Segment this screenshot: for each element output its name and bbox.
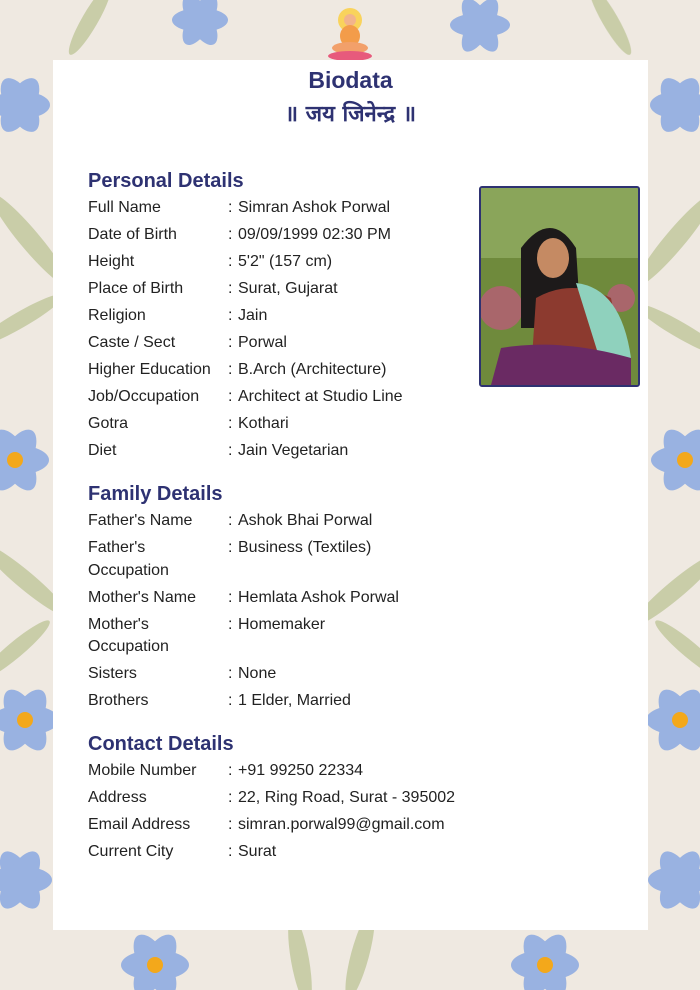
detail-separator: :	[228, 253, 233, 270]
detail-label: Address	[88, 789, 147, 806]
detail-value: Surat, Gujarat	[238, 280, 338, 297]
detail-value: Jain Vegetarian	[238, 442, 349, 459]
detail-label: Current City	[88, 843, 174, 860]
detail-value: Surat	[238, 843, 277, 860]
detail-value: 1 Elder, Married	[238, 692, 351, 709]
detail-value: Simran Ashok Porwal	[238, 199, 391, 216]
detail-separator: :	[228, 539, 233, 556]
detail-label: Place of Birth	[88, 280, 184, 297]
personal-detail-row	[88, 224, 508, 247]
detail-separator: :	[228, 816, 233, 833]
detail-separator: :	[228, 226, 233, 243]
personal-detail-row	[88, 305, 508, 328]
family-detail-row	[88, 614, 508, 659]
detail-value: Homemaker	[238, 615, 326, 633]
detail-value: 22, Ring Road, Surat - 395002	[238, 789, 456, 806]
detail-separator: :	[228, 307, 233, 324]
detail-value: Porwal	[238, 334, 287, 351]
detail-separator: :	[228, 843, 233, 860]
detail-label: Mobile Number	[88, 762, 197, 779]
personal-detail-row	[88, 440, 508, 463]
family-detail-row	[88, 537, 508, 582]
detail-separator: :	[228, 665, 233, 682]
detail-label: Job/Occupation	[88, 388, 200, 405]
detail-separator: :	[228, 388, 233, 405]
detail-value: Hemlata Ashok Porwal	[238, 588, 399, 606]
detail-value: +91 99250 22334	[238, 762, 364, 779]
detail-label: Email Address	[88, 816, 191, 833]
detail-separator: :	[228, 789, 233, 806]
detail-separator: :	[228, 334, 233, 351]
detail-label: Sisters	[88, 665, 137, 682]
detail-label: Date of Birth	[88, 226, 177, 243]
family-details-section	[88, 481, 508, 717]
family-details-heading: Family Details	[88, 483, 223, 505]
detail-label: Mother's Occupation	[88, 615, 169, 655]
detail-value: 09/09/1999 02:30 PM	[238, 226, 392, 243]
biodata-card	[53, 60, 648, 930]
detail-label: Diet	[88, 442, 117, 459]
detail-separator: :	[228, 280, 233, 297]
detail-label: Full Name	[88, 199, 161, 216]
detail-value: Ashok Bhai Porwal	[238, 512, 373, 529]
contact-detail-row	[88, 760, 508, 783]
detail-label: Religion	[88, 307, 146, 324]
contact-details-heading: Contact Details	[88, 733, 234, 755]
contact-detail-row	[88, 841, 508, 864]
contact-detail-row	[88, 787, 508, 810]
detail-separator: :	[228, 199, 233, 216]
family-detail-row	[88, 690, 508, 713]
personal-details-section	[88, 168, 508, 467]
personal-detail-row	[88, 413, 508, 436]
detail-label: Mother's Name	[88, 588, 196, 606]
detail-value: None	[238, 665, 277, 682]
detail-separator: :	[228, 692, 233, 709]
personal-details-heading: Personal Details	[88, 170, 244, 192]
detail-label: Gotra	[88, 415, 129, 432]
detail-label: Height	[88, 253, 135, 270]
detail-separator: :	[228, 512, 233, 529]
detail-value: Architect at Studio Line	[238, 388, 403, 405]
detail-value: Kothari	[238, 415, 289, 432]
contact-details-section	[88, 731, 508, 868]
detail-label: Brothers	[88, 692, 149, 709]
family-detail-row	[88, 587, 508, 610]
personal-detail-row	[88, 359, 508, 382]
detail-value: B.Arch (Architecture)	[238, 361, 387, 378]
detail-label: Higher Education	[88, 361, 211, 378]
personal-detail-row	[88, 251, 508, 274]
detail-separator: :	[228, 415, 233, 432]
family-detail-row	[88, 663, 508, 686]
family-detail-row	[88, 510, 508, 533]
detail-separator: :	[228, 588, 233, 606]
contact-detail-row	[88, 814, 508, 837]
seated-mahavir-icon	[325, 6, 375, 62]
detail-value: 5'2" (157 cm)	[238, 253, 333, 270]
personal-detail-row	[88, 197, 508, 220]
detail-value: Jain	[238, 307, 268, 324]
personal-detail-row	[88, 386, 508, 409]
detail-label: Father's Name	[88, 512, 193, 529]
detail-value: Business (Textiles)	[238, 539, 372, 556]
personal-detail-row	[88, 332, 508, 355]
personal-detail-row	[88, 278, 508, 301]
detail-separator: :	[228, 442, 233, 459]
detail-label: Father's Occupation	[88, 539, 169, 579]
page-title: Biodata	[308, 67, 393, 93]
detail-separator: :	[228, 762, 233, 779]
detail-value: simran.porwal99@gmail.com	[238, 816, 445, 833]
detail-label: Caste / Sect	[88, 334, 176, 351]
page-subtitle: ॥ जय जिनेन्द्र ॥	[284, 102, 417, 127]
detail-separator: :	[228, 361, 233, 378]
detail-separator: :	[228, 615, 233, 633]
